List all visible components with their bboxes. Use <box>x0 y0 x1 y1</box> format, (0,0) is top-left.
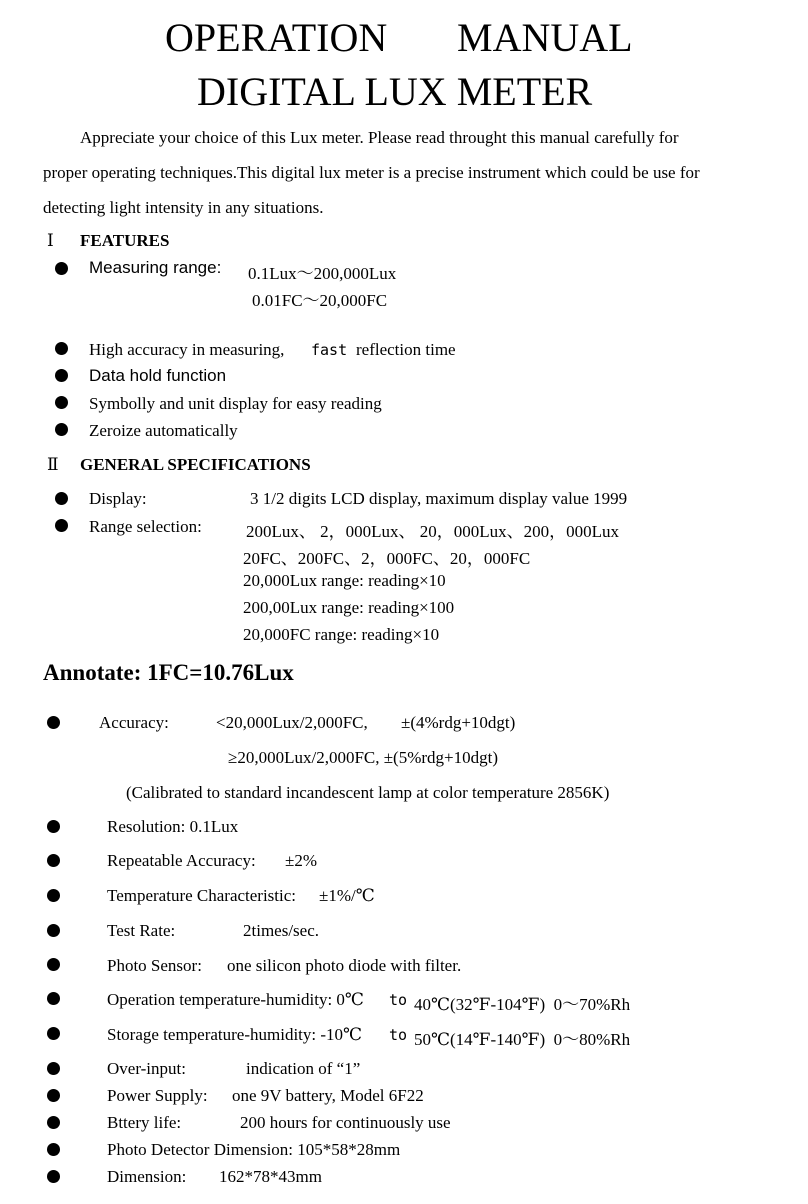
feature-accuracy-b: reflection time <box>356 340 456 359</box>
feature-zeroize: Zeroize automatically <box>89 421 238 440</box>
title-manual: MANUAL <box>457 15 633 60</box>
bullet-icon <box>47 1089 60 1102</box>
operation-temperature-label: Operation temperature-humidity: 0℃ <box>107 990 364 1009</box>
bullet-icon <box>47 992 60 1005</box>
section-1-numeral: Ⅰ <box>47 231 54 250</box>
temperature-characteristic-value: ±1%/℃ <box>319 886 375 905</box>
bullet-icon <box>55 423 68 436</box>
range-selection-line-5: 20,000FC range: reading×10 <box>243 625 440 644</box>
title-operation: OPERATION <box>165 15 388 60</box>
measuring-range-label: Measuring range: <box>89 258 222 277</box>
bullet-icon <box>47 1062 60 1075</box>
title-digital-lux-meter: DIGITAL LUX METER <box>197 69 593 114</box>
bullet-icon <box>47 1027 60 1040</box>
annotate-note: Annotate: 1FC=10.76Lux <box>43 660 294 685</box>
over-input-label: Over-input: <box>107 1059 186 1078</box>
repeatable-accuracy-label: Repeatable Accuracy: <box>107 851 256 870</box>
measuring-range-lux: 0.1Lux～200,000Lux <box>248 264 397 283</box>
bullet-icon <box>55 342 68 355</box>
storage-temperature-value: 50℃(14℉-140℉) 0～80%Rh <box>414 1030 631 1049</box>
bullet-icon <box>47 889 60 902</box>
range-selection-line-4: 200,00Lux range: reading×100 <box>243 598 455 617</box>
bullet-icon <box>55 396 68 409</box>
accuracy-line-2: ≥20,000Lux/2,000FC, ±(5%rdg+10dgt) <box>228 748 499 767</box>
section-specifications-heading: GENERAL SPECIFICATIONS <box>80 455 311 474</box>
feature-accuracy-fast: fast <box>311 341 348 359</box>
photo-sensor-label: Photo Sensor: <box>107 956 202 975</box>
intro-line-1: Appreciate your choice of this Lux meter. Please read throught this manual carefully for <box>80 128 679 147</box>
power-supply-label: Power Supply: <box>107 1086 208 1105</box>
feature-symbol-display: Symbolly and unit display for easy reading <box>89 394 382 413</box>
power-supply-value: one 9V battery, Model 6F22 <box>232 1086 424 1105</box>
battery-life-label: Bttery life: <box>107 1113 182 1132</box>
bullet-icon <box>47 958 60 971</box>
bullet-icon <box>55 519 68 532</box>
dimension-value: 162*78*43mm <box>219 1167 322 1186</box>
section-features-heading: FEATURES <box>80 231 170 250</box>
over-input-value: indication of “1” <box>246 1059 361 1078</box>
bullet-icon <box>47 1116 60 1129</box>
bullet-icon <box>55 262 68 275</box>
temperature-characteristic-label: Temperature Characteristic: <box>107 886 297 905</box>
operation-temperature-to: to <box>389 991 408 1009</box>
intro-line-2: proper operating techniques.This digital lux meter is a precise instrument which could be use for <box>43 163 700 182</box>
measuring-range-fc: 0.01FC～20,000FC <box>252 291 388 310</box>
intro-line-3: detecting light intensity in any situations. <box>43 198 324 217</box>
range-selection-line-2: 20FC、200FC、2，000FC、20，000FC <box>243 549 531 568</box>
dimension-label: Dimension: <box>107 1167 187 1186</box>
bullet-icon <box>47 1170 60 1183</box>
section-2-numeral: Ⅱ <box>47 455 59 474</box>
accuracy-label: Accuracy: <box>99 713 169 732</box>
accuracy-line-1-value: ±(4%rdg+10dgt) <box>401 713 516 732</box>
test-rate-label: Test Rate: <box>107 921 176 940</box>
bullet-icon <box>47 854 60 867</box>
battery-life-value: 200 hours for continuously use <box>240 1113 451 1132</box>
photo-sensor-value: one silicon photo diode with filter. <box>227 956 462 975</box>
storage-temperature-label: Storage temperature-humidity: -10℃ <box>107 1025 363 1044</box>
resolution: Resolution: 0.1Lux <box>107 817 239 836</box>
bullet-icon <box>47 820 60 833</box>
bullet-icon <box>55 492 68 505</box>
feature-data-hold: Data hold function <box>89 366 227 385</box>
accuracy-calibration-note: (Calibrated to standard incandescent lamp at color temperature 2856K) <box>126 783 610 802</box>
range-selection-label: Range selection: <box>89 517 202 536</box>
range-selection-line-1: 200Lux、 2，000Lux、 20，000Lux、200，000Lux <box>246 522 620 541</box>
operation-temperature-value: 40℃(32℉-104℉) 0～70%Rh <box>414 995 631 1014</box>
range-selection-line-3: 20,000Lux range: reading×10 <box>243 571 446 590</box>
display-label: Display: <box>89 489 147 508</box>
bullet-icon <box>47 1143 60 1156</box>
repeatable-accuracy-value: ±2% <box>285 851 317 870</box>
photo-detector-dimension: Photo Detector Dimension: 105*58*28mm <box>107 1140 401 1159</box>
storage-temperature-to: to <box>389 1026 408 1044</box>
test-rate-value: 2times/sec. <box>243 921 320 940</box>
bullet-icon <box>47 716 60 729</box>
accuracy-line-1-range: <20,000Lux/2,000FC, <box>216 713 368 732</box>
display-value: 3 1/2 digits LCD display, maximum display value 1999 <box>250 489 628 508</box>
bullet-icon <box>55 369 68 382</box>
bullet-icon <box>47 924 60 937</box>
feature-accuracy-a: High accuracy in measuring, <box>89 340 285 359</box>
